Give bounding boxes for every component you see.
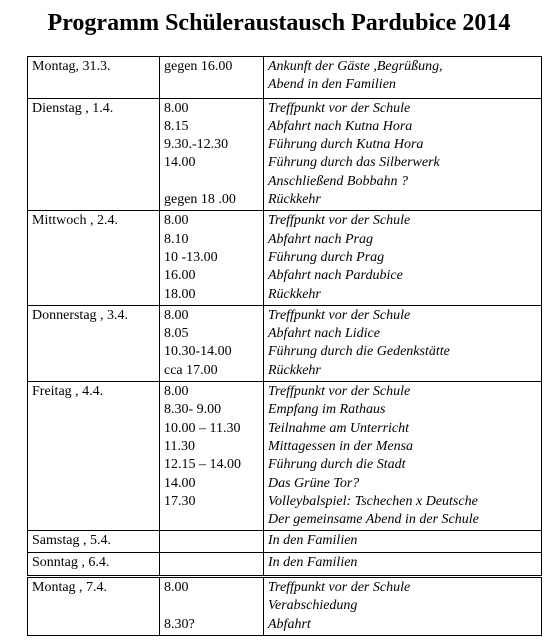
time-entry: 9.30.-12.30 xyxy=(164,137,229,153)
day-cell xyxy=(28,98,160,211)
schedule-row xyxy=(28,552,542,576)
day-label: Freitag , 4.4. xyxy=(32,384,104,400)
time-entry: gegen 16.00 xyxy=(164,59,233,74)
event-entry: Abfahrt nach Kutna Hora xyxy=(268,118,413,134)
event-entry: Abend in den Familien xyxy=(268,77,396,93)
day-label: Montag, 31.3. xyxy=(32,59,111,74)
time-entry: 8.00 xyxy=(164,384,189,400)
time-cell xyxy=(160,98,264,211)
event-entry: Treffpunkt vor der Schule xyxy=(268,580,411,596)
schedule-row xyxy=(28,531,542,552)
time-entry: 8.15 xyxy=(164,118,189,134)
time-entry xyxy=(164,532,259,550)
event-entry: Abfahrt xyxy=(268,616,311,632)
schedule-row xyxy=(28,577,542,636)
time-entry: 8.00 xyxy=(164,100,189,116)
event-entry: Abfahrt nach Lidice xyxy=(268,326,380,342)
event-entry: Ankunft der Gäste ,Begrüßung, xyxy=(268,59,443,74)
event-cell xyxy=(264,98,542,211)
day-cell xyxy=(28,531,160,552)
event-entry: Rückkehr xyxy=(268,286,321,302)
event-cell xyxy=(264,211,542,305)
event-cell xyxy=(264,305,542,381)
time-entry xyxy=(164,76,259,94)
event-entry: In den Familien xyxy=(268,554,358,570)
time-entry: 10 -13.00 xyxy=(164,249,218,265)
time-entry: 14.00 xyxy=(164,475,196,491)
time-entry xyxy=(164,511,259,529)
schedule-row xyxy=(28,305,542,381)
time-cell xyxy=(160,531,264,552)
time-entry: 8.00 xyxy=(164,213,189,229)
time-entry: 8.00 xyxy=(164,307,189,323)
day-label: Samstag , 5.4. xyxy=(32,533,111,549)
time-entry: 18.00 xyxy=(164,286,196,302)
event-entry: Volleybalspiel: Tschechen x Deutsche xyxy=(268,493,478,509)
event-entry: In den Familien xyxy=(268,533,358,549)
event-entry: Führung durch die Gedenkstätte xyxy=(268,344,450,360)
event-cell xyxy=(264,531,542,552)
event-entry: Empfang im Rathaus xyxy=(268,402,386,418)
time-entry: 14.00 xyxy=(164,155,196,171)
event-entry: Treffpunkt vor der Schule xyxy=(268,100,411,116)
event-entry: Das Grüne Tor? xyxy=(268,475,360,491)
event-entry: Führung durch Prag xyxy=(268,249,385,265)
time-cell xyxy=(160,57,264,99)
time-entry: gegen 18 .00 xyxy=(164,192,236,208)
schedule-row xyxy=(28,382,542,531)
event-entry: Treffpunkt vor der Schule xyxy=(268,213,411,229)
event-entry: Treffpunkt vor der Schule xyxy=(268,384,411,400)
time-cell xyxy=(160,305,264,381)
time-entry: 17.30 xyxy=(164,493,196,509)
event-entry: Teilnahme am Unterricht xyxy=(268,420,410,436)
day-label: Donnerstag , 3.4. xyxy=(32,307,129,323)
event-cell xyxy=(264,577,542,636)
event-cell xyxy=(264,552,542,576)
time-entry: 8.30? xyxy=(164,616,195,632)
event-cell xyxy=(264,57,542,99)
event-entry: Rückkehr xyxy=(268,192,321,208)
schedule-table xyxy=(27,56,542,636)
time-entry: 8.10 xyxy=(164,231,189,247)
event-entry: Der gemeinsame Abend in der Schule xyxy=(268,512,479,528)
time-entry: 8.05 xyxy=(164,326,189,342)
schedule-body xyxy=(28,57,542,636)
day-cell xyxy=(28,382,160,531)
event-entry: Führung durch das Silberwerk xyxy=(268,155,440,171)
day-label: Mittwoch , 2.4. xyxy=(32,213,118,229)
time-cell xyxy=(160,577,264,636)
schedule-row xyxy=(28,211,542,305)
schedule-row xyxy=(28,57,542,99)
document-title: Programm Schüleraustausch Pardubice 2014 xyxy=(47,10,511,36)
schedule-row xyxy=(28,98,542,211)
time-cell xyxy=(160,211,264,305)
event-entry: Anschließend Bobbahn ? xyxy=(268,173,408,189)
time-entry: cca 17.00 xyxy=(164,362,218,378)
event-entry: Treffpunkt vor der Schule xyxy=(268,307,411,323)
time-entry xyxy=(164,597,259,615)
time-entry: 8.30- 9.00 xyxy=(164,402,222,418)
time-entry: 8.00 xyxy=(164,580,189,596)
event-entry: Führung durch die Stadt xyxy=(268,457,406,473)
time-entry: 10.30-14.00 xyxy=(164,344,232,360)
time-cell xyxy=(160,382,264,531)
time-entry: 12.15 – 14.00 xyxy=(164,457,241,473)
event-entry: Mittagessen in der Mensa xyxy=(268,438,414,454)
day-cell xyxy=(28,305,160,381)
event-entry: Abfahrt nach Prag xyxy=(268,231,373,247)
event-cell xyxy=(264,382,542,531)
time-entry: 11.30 xyxy=(164,438,195,454)
time-entry: 10.00 – 11.30 xyxy=(164,420,241,436)
day-label: Sonntag , 6.4. xyxy=(32,554,110,570)
event-entry: Führung durch Kutna Hora xyxy=(268,137,424,153)
event-entry: Verabschiedung xyxy=(268,598,358,614)
time-entry: 16.00 xyxy=(164,268,196,284)
day-label: Dienstag , 1.4. xyxy=(32,100,114,116)
day-cell xyxy=(28,211,160,305)
day-cell xyxy=(28,57,160,99)
event-entry: Abfahrt nach Pardubice xyxy=(268,268,403,284)
time-cell xyxy=(160,552,264,576)
day-label: Montag , 7.4. xyxy=(32,580,108,596)
time-entry xyxy=(164,554,259,572)
day-cell xyxy=(28,552,160,576)
time-entry xyxy=(164,173,259,191)
day-cell xyxy=(28,577,160,636)
event-entry: Rückkehr xyxy=(268,362,321,378)
